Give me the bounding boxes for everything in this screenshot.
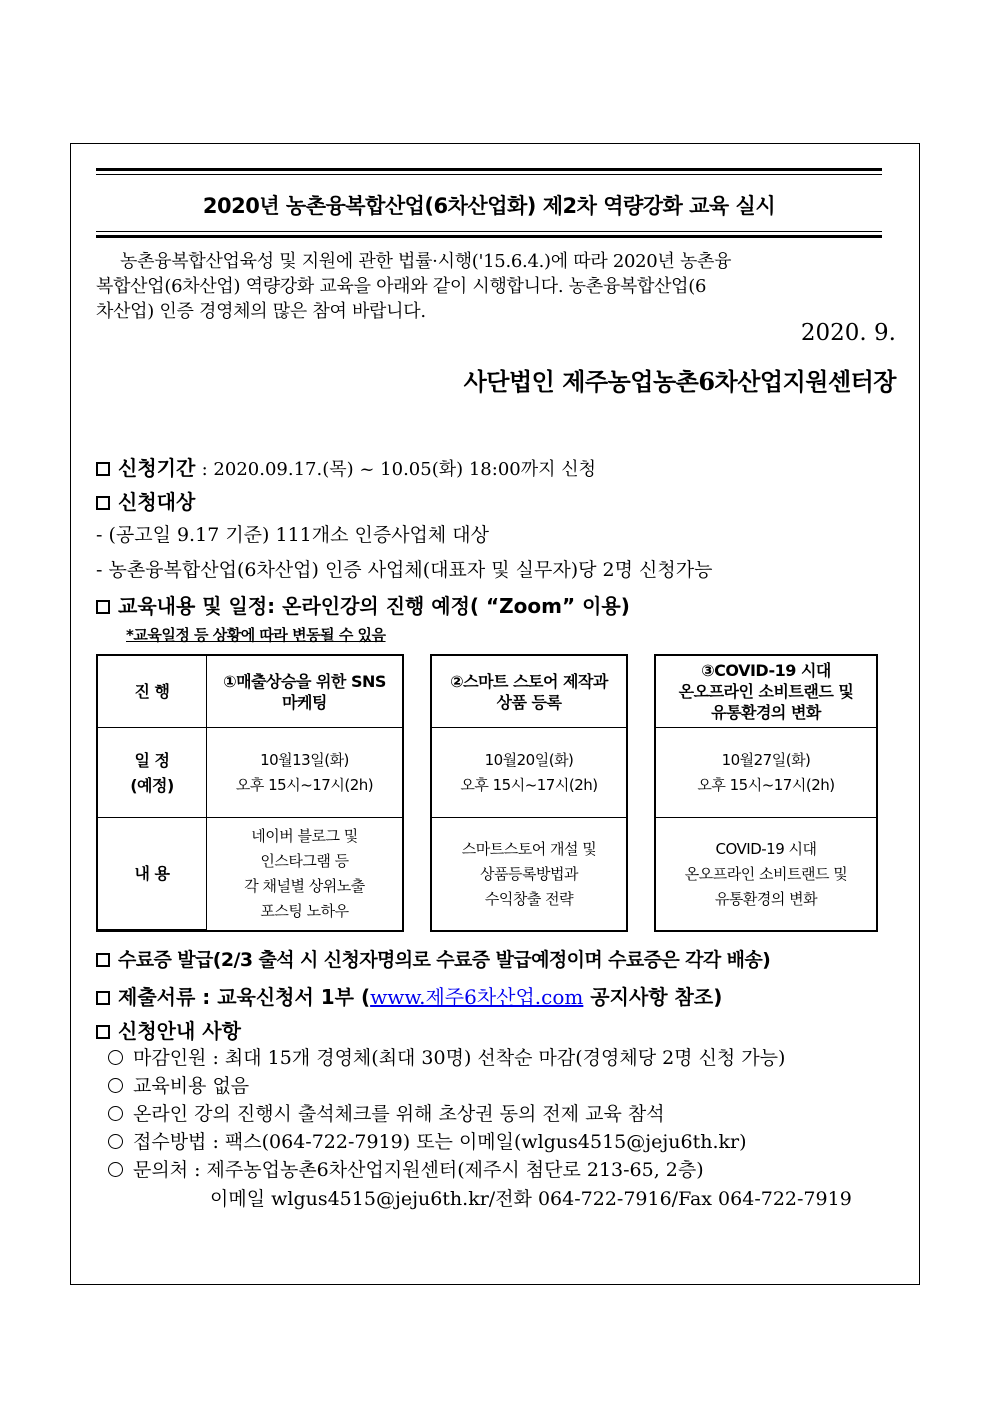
documents-suffix: 공지사항 참조) <box>583 985 723 1009</box>
guide-item-text: 교육비용 없음 <box>133 1075 250 1097</box>
title-rule-thin <box>96 231 882 232</box>
row-label-progress: 진 행 <box>98 656 207 728</box>
bullet-circle-icon <box>108 1050 123 1065</box>
bullet-circle-icon <box>108 1106 123 1121</box>
documents-prefix: 제출서류 : 교육신청서 1부 ( <box>118 985 371 1009</box>
certificate-text: 수료증 발급(2/3 출석 시 신청자명의로 수료증 발급예정이며 수료증은 각각 배송) <box>118 949 771 971</box>
guide-item-text: 접수방법 : 팩스(064-722-7919) 또는 이메일(wlgus4515@jeju6th.kr) <box>133 1131 747 1153</box>
guide-item-text: 문의처 : 제주농업농촌6차산업지원센터(제주시 첨단로 213-65, 2층) <box>133 1159 704 1181</box>
bullet-circle-icon <box>108 1134 123 1149</box>
title-rule <box>96 235 882 238</box>
document-date: 2020. 9. <box>800 320 896 346</box>
target-section <box>96 486 195 515</box>
top-rule <box>96 168 882 171</box>
course-content: COVID-19 시대 온오프라인 소비트랜드 및 유통환경의 변화 <box>684 839 848 908</box>
course-title: ③COVID-19 시대 온오프라인 소비트랜드 및 유통환경의 변화 <box>656 656 876 728</box>
checkbox-square-icon <box>96 496 110 510</box>
education-label: 교육내용 및 일정: 온라인강의 진행 예정( “Zoom” 이용) <box>118 594 630 618</box>
guide-item-text: 온라인 강의 진행시 출석체크를 위해 초상권 동의 전제 교육 참석 <box>133 1103 665 1125</box>
guide-item <box>108 1155 704 1182</box>
checkbox-square-icon <box>96 462 110 476</box>
course-schedule: 10월13일(화) 오후 15시~17시(2h) <box>207 728 402 818</box>
guide-item <box>108 1043 785 1070</box>
intro-paragraph <box>96 249 898 324</box>
guide-item-text: 마감인원 : 최대 15개 경영체(최대 30명) 선착순 마감(경영체당 2명 신청 가능) <box>133 1047 786 1069</box>
guide-item <box>108 1071 249 1098</box>
guide-item <box>108 1099 665 1126</box>
bullet-circle-icon <box>108 1162 123 1177</box>
schedule-table-2 <box>430 654 628 932</box>
schedule-table-1 <box>96 654 404 932</box>
document-title: 2020년 농촌융복합산업(6차산업화) 제2차 역량강화 교육 실시 <box>202 194 776 218</box>
intro-line: 농촌융복합산업육성 및 지원에 관한 법률·시행('15.6.4.)에 따라 2020년 농촌융 <box>120 251 732 272</box>
course-title: ①매출상승을 위한 SNS 마케팅 <box>207 656 402 728</box>
checkbox-square-icon <box>96 1025 110 1039</box>
course-content: 네이버 블로그 및 인스타그램 등 각 채널별 상위노출 포스팅 노하우 <box>244 827 365 920</box>
intro-line: 차산업) 인증 경영체의 많은 참여 바랍니다. <box>96 301 426 322</box>
education-section <box>96 590 630 619</box>
documents-section <box>96 981 722 1010</box>
target-item: - (공고일 9.17 기준) 111개소 인증사업체 대상 <box>96 524 490 546</box>
contact-line: 이메일 wlgus4515@jeju6th.kr/전화 064-722-7916/Fax 064-722-7919 <box>210 1188 852 1210</box>
guide-label: 신청안내 사항 <box>118 1019 241 1043</box>
course-content: 스마트스토어 개설 및 상품등록방법과 수익창출 전략 <box>461 839 597 908</box>
row-label-content: 내 용 <box>98 818 207 930</box>
guide-item <box>108 1127 747 1154</box>
target-item: - 농촌융복합산업(6차산업) 인증 사업체(대표자 및 실무자)당 2명 신청가능 <box>96 559 713 581</box>
organization-name: 사단법인 제주농업농촌6차산업지원센터장 <box>463 367 896 396</box>
course-title: ②스마트 스토어 제작과 상품 등록 <box>432 656 626 728</box>
bullet-circle-icon <box>108 1078 123 1093</box>
row-label-schedule: 일 정 (예정) <box>98 728 207 818</box>
top-rule-thin <box>96 174 882 175</box>
schedule-note: *교육일정 등 상황에 따라 변동될 수 있음 <box>126 626 386 644</box>
checkbox-square-icon <box>96 953 110 967</box>
course-schedule: 10월20일(화) 오후 15시~17시(2h) <box>432 728 626 818</box>
checkbox-square-icon <box>96 600 110 614</box>
guide-section <box>96 1015 241 1044</box>
checkbox-square-icon <box>96 991 110 1005</box>
period-label: 신청기간 <box>118 456 196 480</box>
target-label: 신청대상 <box>118 490 196 514</box>
certificate-section <box>96 945 770 972</box>
course-schedule: 10월27일(화) 오후 15시~17시(2h) <box>656 728 876 818</box>
schedule-table-3 <box>654 654 878 932</box>
intro-line: 복합산업(6차산업) 역량강화 교육을 아래와 같이 시행합니다. 농촌융복합산업(6 <box>96 276 707 297</box>
period-section <box>96 452 596 481</box>
website-link[interactable]: www.제주6차산업.com <box>370 985 584 1009</box>
period-value: : 2020.09.17.(목) ~ 10.05(화) 18:00까지 신청 <box>201 459 596 480</box>
